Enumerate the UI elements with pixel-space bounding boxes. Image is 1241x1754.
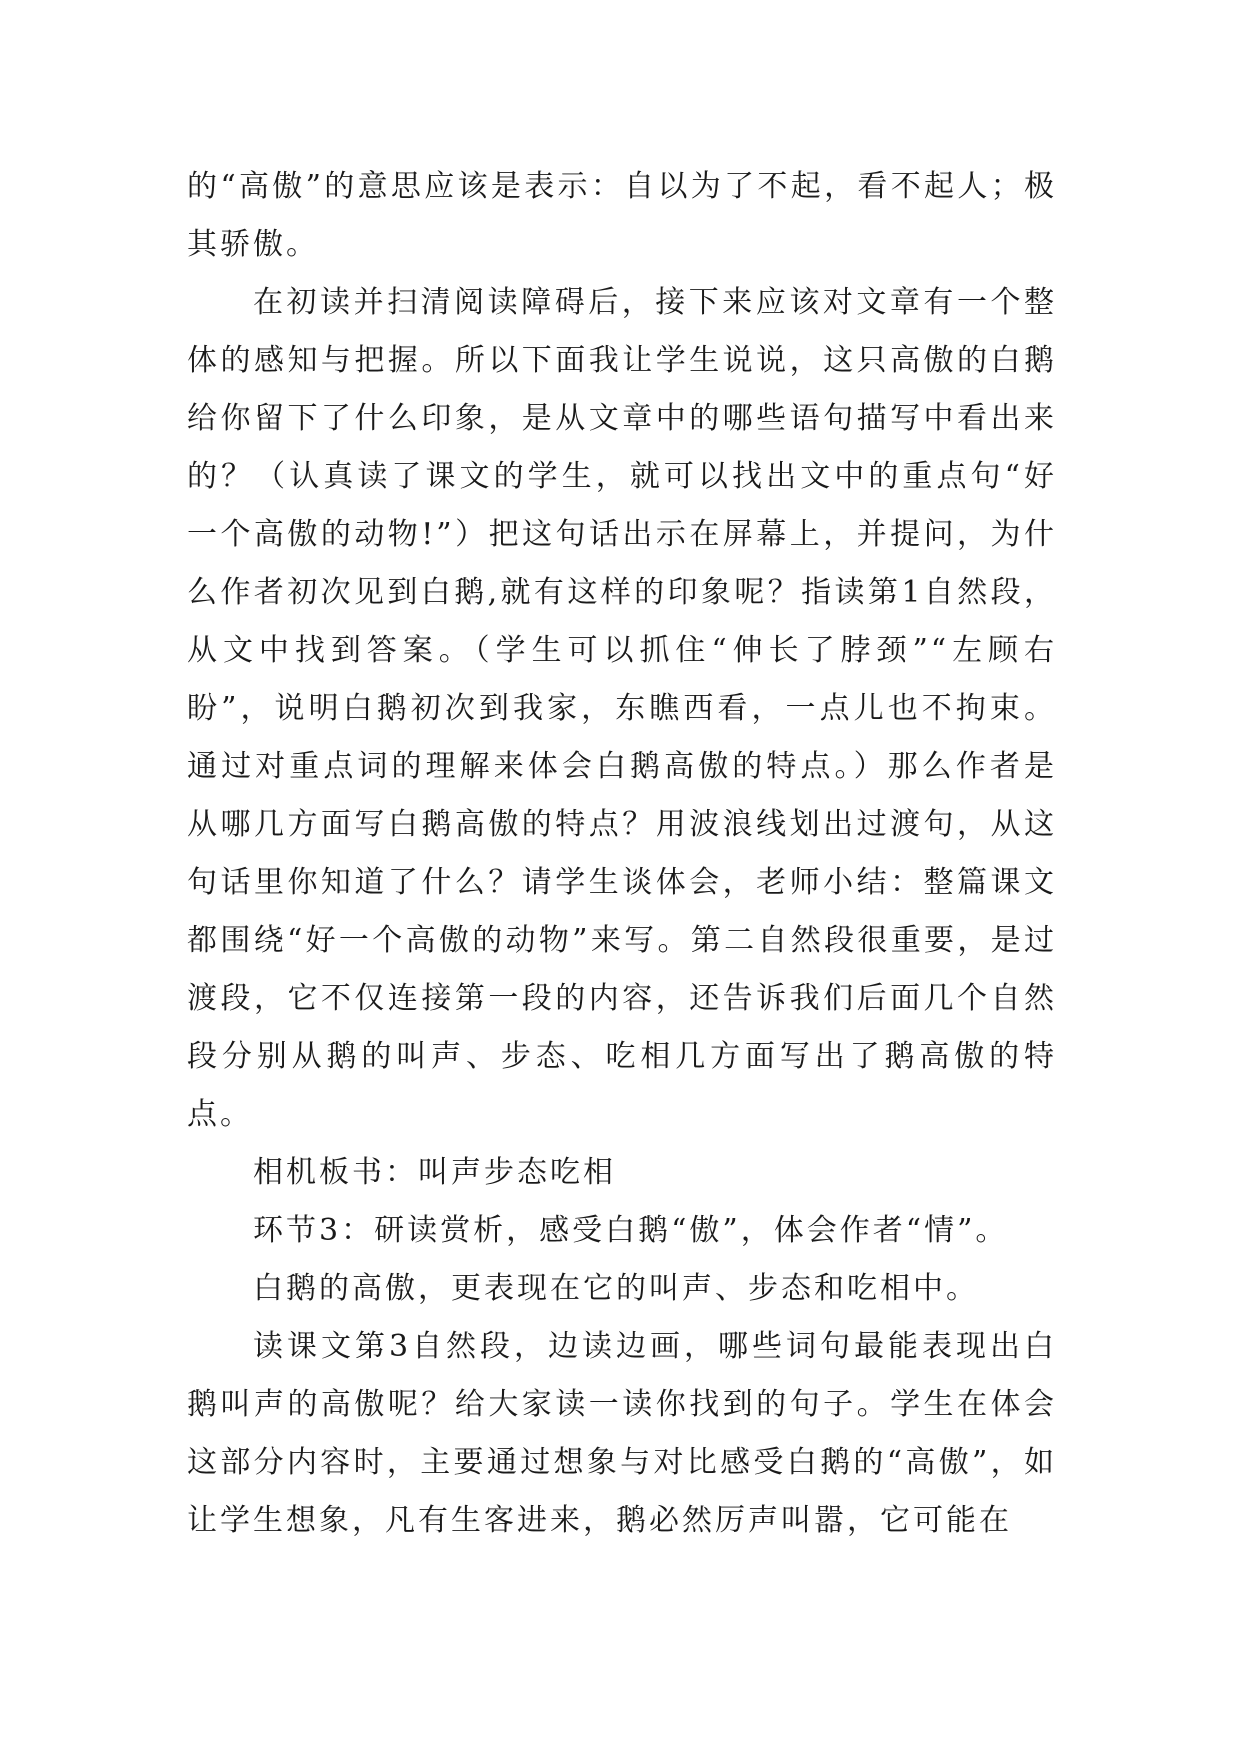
paragraph-read-section-3: 读课文第3自然段，边读边画，哪些词句最能表现出白鹅叫声的高傲呢？给大家读一读你找到的句子。学生在体会这部分内容时，主要通过想象与对比感受白鹅的“高傲”，如让学生想象，凡有生客进来，鹅必然厉声叫嚣，它可能在 <box>187 1329 1057 1538</box>
paragraph-goose-arrogance-summary: 白鹅的高傲，更表现在它的叫声、步态和吃相中。 <box>253 1271 979 1306</box>
paragraph-overall-perception: 在初读并扫清阅读障碍后，接下来应该对文章有一个整体的感知与把握。所以下面我让学生说说，这只高傲的白鹅给你留下了什么印象，是从文章中的哪些语句描写中看出来的？（认真读了课文的学生，就可以找出文中的重点句“好一个高傲的动物!”）把这句话出示在屏幕上，并提问，为什么作者初次见到白鹅,就有这样的印象呢？指读第1自然段，从文中找到答案。（学生可以抓住“伸长了脖颈”“左顾右盼”，说明白鹅初次到我家，东瞧西看，一点儿也不拘束。通过对重点词的理解来体会白鹅高傲的特点。）那么作者是从哪几方面写白鹅高傲的特点？用波浪线划出过渡句，从这句话里你知道了什么？请学生谈体会，老师小结：整篇课文都围绕“好一个高傲的动物”来写。第二自然段很重要，是过渡段，它不仅连接第一段的内容，还告诉我们后面几个自然段分别从鹅的叫声、步态、吃相几方面写出了鹅高傲的特点。 <box>187 285 1057 1132</box>
paragraph-goose-arrogant-meaning: 的“高傲”的意思应该是表示：自以为了不起，看不起人；极其骄傲。 <box>187 169 1057 262</box>
paragraph-blackboard-note: 相机板书：叫声步态吃相 <box>253 1155 616 1190</box>
paragraph-step-3-heading: 环节3：研读赏析，感受白鹅“傲”，体会作者“情”。 <box>253 1213 1009 1248</box>
document-page <box>187 158 1057 1550</box>
